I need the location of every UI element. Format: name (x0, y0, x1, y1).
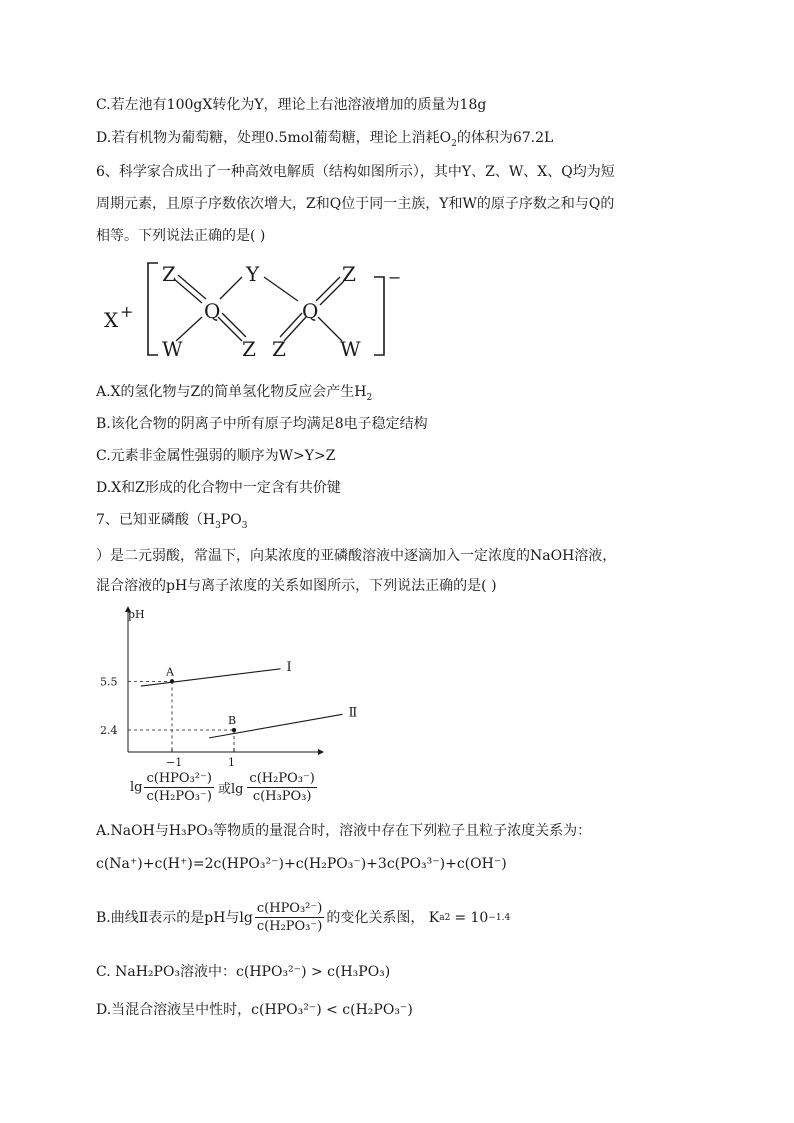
x-axis-arrow (318, 749, 324, 755)
x-tick-label-0: −1 (166, 756, 183, 769)
cation-label: X (104, 308, 119, 332)
atom-z-2: Z (342, 262, 356, 286)
y-tick-label-0: 2.4 (100, 724, 118, 738)
q6-stem-line1: 6、科学家合成出了一种高效电解质（结构如图所示），其中Y、Z、W、X、Q均为短 (96, 164, 615, 180)
q6-option-a: A.X的氢化物与Z的简单氢化物反应会产生$H_2$ (96, 384, 373, 403)
anion-charge: − (388, 268, 402, 287)
point-A (170, 679, 174, 683)
q7-option-b: B.曲线Ⅱ表示的是pH与lg $\frac{\text{c(HPO₃²⁻)}}{\text{c(H₂PO₃⁻)}}$ 的变化关系图， K a2 = 10 −1.4 (96, 901, 511, 934)
atom-q-2: Q (302, 299, 319, 323)
atom-q-1: Q (204, 299, 221, 323)
chart-guides (128, 681, 237, 752)
chart-x-label: lg $\frac{\text{c(HPO₃²⁻)}}{\text{c(H₂PO₃⁻)}}$ 或lg $\frac{\text{c(H₂PO₃⁻)}}{\text{c(H₃PO₃)}}$ (130, 771, 315, 804)
q5-option-d: D.若有机物为葡萄糖，处理0.5mol葡萄糖，理论上消耗$O_2$的体积为67.2L (96, 130, 554, 149)
point-label-B: B (228, 714, 237, 728)
y-axis-label: pH (128, 608, 145, 621)
point-label-A: A (166, 665, 174, 679)
q6-option-c: C.元素非金属性强弱的顺序为W>Y>Z (96, 448, 336, 464)
series-line-1 (141, 669, 281, 686)
atom-z-3: Z (242, 337, 256, 361)
atom-z-1: Z (162, 262, 176, 286)
q6-stem-line3: 相等。下列说法正确的是( ) (96, 228, 266, 244)
atom-z-4: Z (272, 337, 286, 361)
q7-option-a-text: A.NaOH与H₃PO₃等物质的量混合时，溶液中存在下列粒子且粒子浓度关系为： (96, 823, 592, 839)
q7-stem-line2: ）是二元弱酸，常温下，向某浓度的亚磷酸溶液中逐滴加入一定浓度的NaOH溶液， (96, 548, 617, 564)
series-name-2: Ⅱ (348, 705, 358, 721)
q6-option-d: D.X和Z形成的化合物中一定含有共价键 (96, 480, 341, 496)
atom-y: Y (246, 262, 260, 286)
q7-stem-line1: 7、已知亚磷酸（$H_3PO_3$ (96, 512, 248, 531)
q6-structure-diagram (96, 255, 416, 370)
q7-option-c: C. NaH₂PO₃溶液中：c(HPO₃²⁻) > c(H₃PO₃) (96, 964, 391, 980)
cation-charge: + (120, 302, 134, 321)
q7-option-a-equation: c(Na⁺)+c(H⁺)=2c(HPO₃²⁻)+c(H₂PO₃⁻)+3c(PO₃³⁻)+c(OH⁻) (96, 856, 507, 872)
q7-option-d: D.当混合溶液呈中性时，c(HPO₃²⁻) < c(H₂PO₃⁻) (96, 1002, 413, 1018)
y-tick-label-1: 5.5 (100, 675, 118, 689)
left-bracket (148, 263, 158, 355)
right-bracket (374, 277, 384, 355)
x-tick-label-1: 1 (228, 756, 235, 769)
chart-ticks (100, 675, 235, 769)
option-b-frac: $\frac{\text{c(HPO₃²⁻)}}{\text{c(H₂PO₃⁻)}}$ (256, 901, 323, 934)
series-name-1: Ⅰ (286, 659, 292, 675)
atom-w-2: W (340, 337, 361, 361)
q7-stem-line3: 混合溶液的pH与离子浓度的关系如图所示，下列说法正确的是( ) (96, 578, 497, 594)
point-B (232, 728, 236, 732)
q6-stem-line2: 周期元素，且原子序数依次增大，Z和Q位于同一主族，Y和W的原子序数之和与Q的 (96, 196, 615, 212)
x-label-frac-1: $\frac{\text{c(HPO₃²⁻)}}{\text{c(H₂PO₃⁻)}}$ (146, 771, 212, 804)
atom-w-1: W (162, 337, 183, 361)
x-label-frac-2: $\frac{\text{c(H₂PO₃⁻)}}{\text{c(H₃PO₃)}}$ (249, 771, 315, 804)
q5-option-c: C.若左池有100gX转化为Y，理论上右池溶液增加的质量为18g (96, 97, 487, 113)
q6-option-b: B.该化合物的阴离子中所有原子均满足8电子稳定结构 (96, 416, 428, 432)
chart-axes (125, 606, 324, 755)
